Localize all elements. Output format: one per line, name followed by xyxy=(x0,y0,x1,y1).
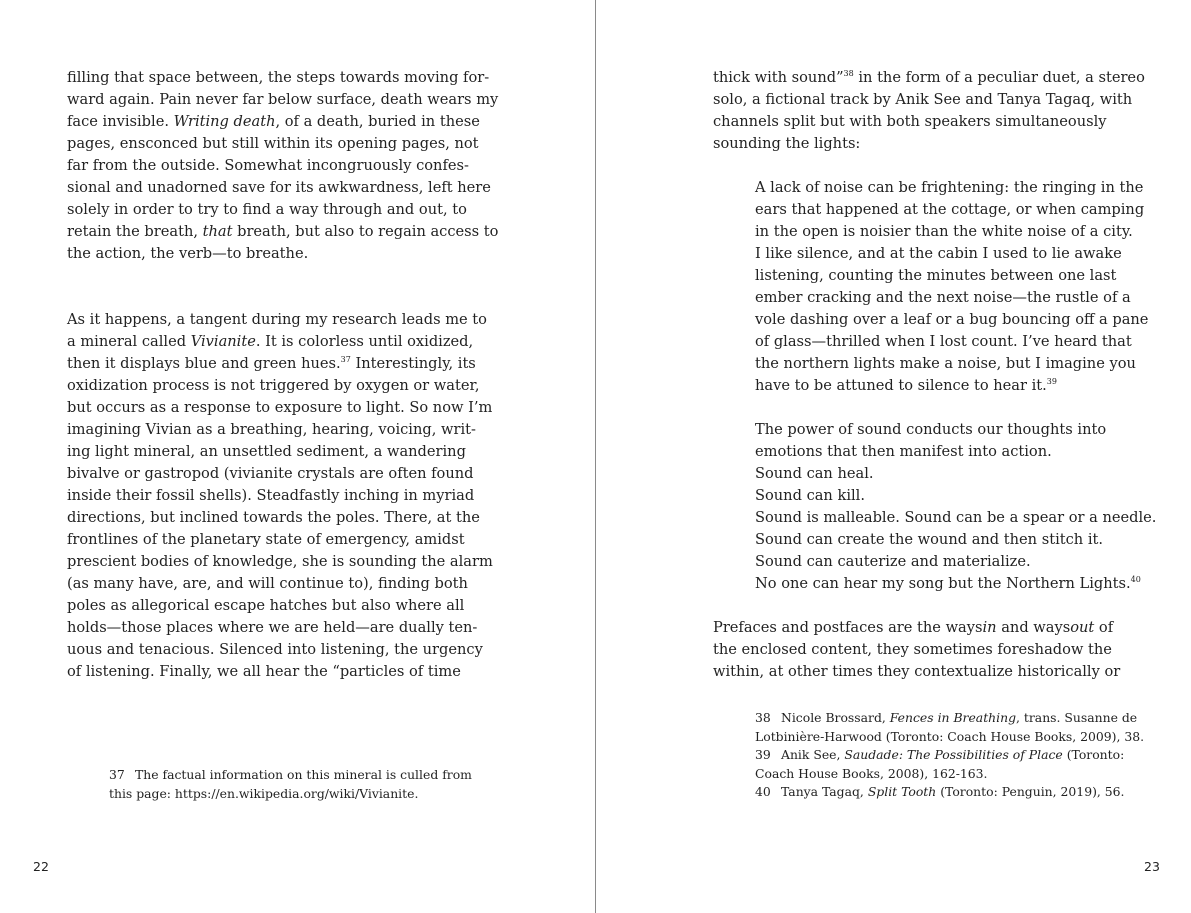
footnote-ref-39[interactable]: 39 xyxy=(1046,377,1057,386)
text-line: Sound can create the wound and then stitch it. xyxy=(755,531,1103,548)
text-line: directions, but inclined towards the poles. There, at the xyxy=(67,509,480,526)
left-page xyxy=(0,0,595,913)
left-body xyxy=(67,67,498,683)
right-body xyxy=(713,67,1145,155)
text-line: thick with sound”$^{38}$ in the form of a peculiar duet, a stereo xyxy=(713,69,1145,86)
footnotes-right xyxy=(755,709,1144,802)
text-line: channels split but with both speakers simultaneously xyxy=(713,113,1107,130)
text-line: Prefaces and postfaces are the waysin and waysout of xyxy=(713,619,1114,636)
block-quote-see xyxy=(755,177,1148,397)
text-line: far from the outside. Somewhat incongruously confes- xyxy=(67,157,469,174)
text-line: I like silence, and at the cabin I used to lie awake xyxy=(755,245,1122,262)
text-line: but occurs as a response to exposure to light. So now I’m xyxy=(67,399,493,416)
text-line: filling that space between, the steps towards moving for- xyxy=(67,69,490,86)
text-line: (as many have, are, and will continue to), finding both xyxy=(67,575,468,592)
text-line: frontlines of the planetary state of emergency, amidst xyxy=(67,531,465,548)
text-line: A lack of noise can be frightening: the ringing in the xyxy=(755,179,1144,196)
text-line: Sound can heal. xyxy=(755,465,874,482)
footnote-line: 40 Tanya Tagaq, Split Tooth (Toronto: Penguin, 2019), 56. xyxy=(755,783,1144,802)
footnote-38 xyxy=(755,709,1144,746)
page-number: 23 xyxy=(1144,859,1160,874)
text-line: ember cracking and the next noise—the rustle of a xyxy=(755,289,1131,306)
footnote-37 xyxy=(109,766,472,803)
text-line: face invisible. Writing death, of a death, buried in these xyxy=(67,113,480,130)
text-line: holds—those places where we are held—are dually ten- xyxy=(67,619,478,636)
text-line: of listening. Finally, we all hear the “particles of time xyxy=(67,663,461,680)
footnote-line: Coach House Books, 2008), 162-163. xyxy=(755,765,988,781)
text-line: ward again. Pain never far below surface, death wears my xyxy=(67,91,499,108)
text-line: imagining Vivian as a breathing, hearing, voicing, writ- xyxy=(67,421,476,438)
text-line: the northern lights make a noise, but I imagine you xyxy=(755,355,1136,372)
footnote-ref-38[interactable]: 38 xyxy=(843,69,854,78)
text-line: vole dashing over a leaf or a bug bouncing off a pane xyxy=(755,311,1149,328)
text-line: in the open is noisier than the white noise of a city. xyxy=(755,223,1133,240)
text-line: solely in order to try to find a way through and out, to xyxy=(67,201,467,218)
text-line: No one can hear my song but the Northern Lights.$^{40}$ xyxy=(755,575,1141,592)
footnote-number: 39 xyxy=(755,747,771,762)
text-line: As it happens, a tangent during my research leads me to xyxy=(67,311,487,328)
text-line: have to be attuned to silence to hear it.$^{39}$ xyxy=(755,377,1057,394)
text-line: a mineral called Vivianite. It is colorless until oxidized, xyxy=(67,333,474,350)
text-line: the action, the verb—to breathe. xyxy=(67,245,309,262)
block-quote-tagaq xyxy=(755,419,1156,595)
text-line: pages, ensconced but still within its opening pages, not xyxy=(67,135,479,152)
footnote-line: this page: https://en.wikipedia.org/wiki/Vivianite. xyxy=(109,785,419,801)
paragraph-prefaces xyxy=(713,617,1120,683)
footnote-number: 38 xyxy=(755,710,771,725)
footnote-line: 39 Anik See, Saudade: The Possibilities of Place (Toronto: xyxy=(755,746,1144,765)
text-line: of glass—thrilled when I lost count. I’ve heard that xyxy=(755,333,1132,350)
text-line: Sound is malleable. Sound can be a spear or a needle. xyxy=(755,509,1157,526)
text-line: the enclosed content, they sometimes foreshadow the xyxy=(713,641,1112,658)
text-line: listening, counting the minutes between one last xyxy=(755,267,1117,284)
footnote-number: 40 xyxy=(755,784,771,799)
text-line: solo, a fictional track by Anik See and Tanya Tagaq, with xyxy=(713,91,1133,108)
footnote-line: 37 The factual information on this mineral is culled from xyxy=(109,766,472,785)
text-line: poles as allegorical escape hatches but also where all xyxy=(67,597,465,614)
paragraph-vivianite xyxy=(67,309,498,683)
text-line: Sound can cauterize and materialize. xyxy=(755,553,1031,570)
text-line: prescient bodies of knowledge, she is sounding the alarm xyxy=(67,553,493,570)
text-line: The power of sound conducts our thoughts into xyxy=(755,421,1107,438)
text-line: then it displays blue and green hues.$^{37}$ Interestingly, its xyxy=(67,355,476,372)
text-line: sounding the lights: xyxy=(713,135,861,152)
footnote-line: Lotbinière-Harwood (Toronto: Coach House Books, 2009), 38. xyxy=(755,728,1145,744)
footnote-ref-40[interactable]: 40 xyxy=(1130,575,1141,584)
paragraph-gap xyxy=(67,265,498,309)
footnote-number: 37 xyxy=(109,767,125,782)
footnote-39 xyxy=(755,746,1144,783)
page-number: 22 xyxy=(33,859,49,874)
text-line: ears that happened at the cottage, or when camping xyxy=(755,201,1145,218)
text-line: emotions that then manifest into action. xyxy=(755,443,1052,460)
right-page xyxy=(596,0,1191,913)
footnote-line: 38 Nicole Brossard, Fences in Breathing, trans. Susanne de xyxy=(755,709,1144,728)
text-line: uous and tenacious. Silenced into listening, the urgency xyxy=(67,641,483,658)
text-line: sional and unadorned save for its awkwardness, left here xyxy=(67,179,491,196)
text-line: bivalve or gastropod (vivianite crystals are often found xyxy=(67,465,474,482)
paragraph-intro xyxy=(713,67,1145,155)
footnote-40 xyxy=(755,783,1144,802)
paragraph-filling-space xyxy=(67,67,498,265)
text-line: within, at other times they contextualize historically or xyxy=(713,663,1121,680)
text-line: retain the breath, that breath, but also to regain access to xyxy=(67,223,499,240)
footnote-ref-37[interactable]: 37 xyxy=(340,355,351,364)
text-line: inside their fossil shells). Steadfastly inching in myriad xyxy=(67,487,475,504)
text-line: Sound can kill. xyxy=(755,487,865,504)
text-line: ing light mineral, an unsettled sediment, a wandering xyxy=(67,443,466,460)
text-line: oxidization process is not triggered by oxygen or water, xyxy=(67,377,480,394)
